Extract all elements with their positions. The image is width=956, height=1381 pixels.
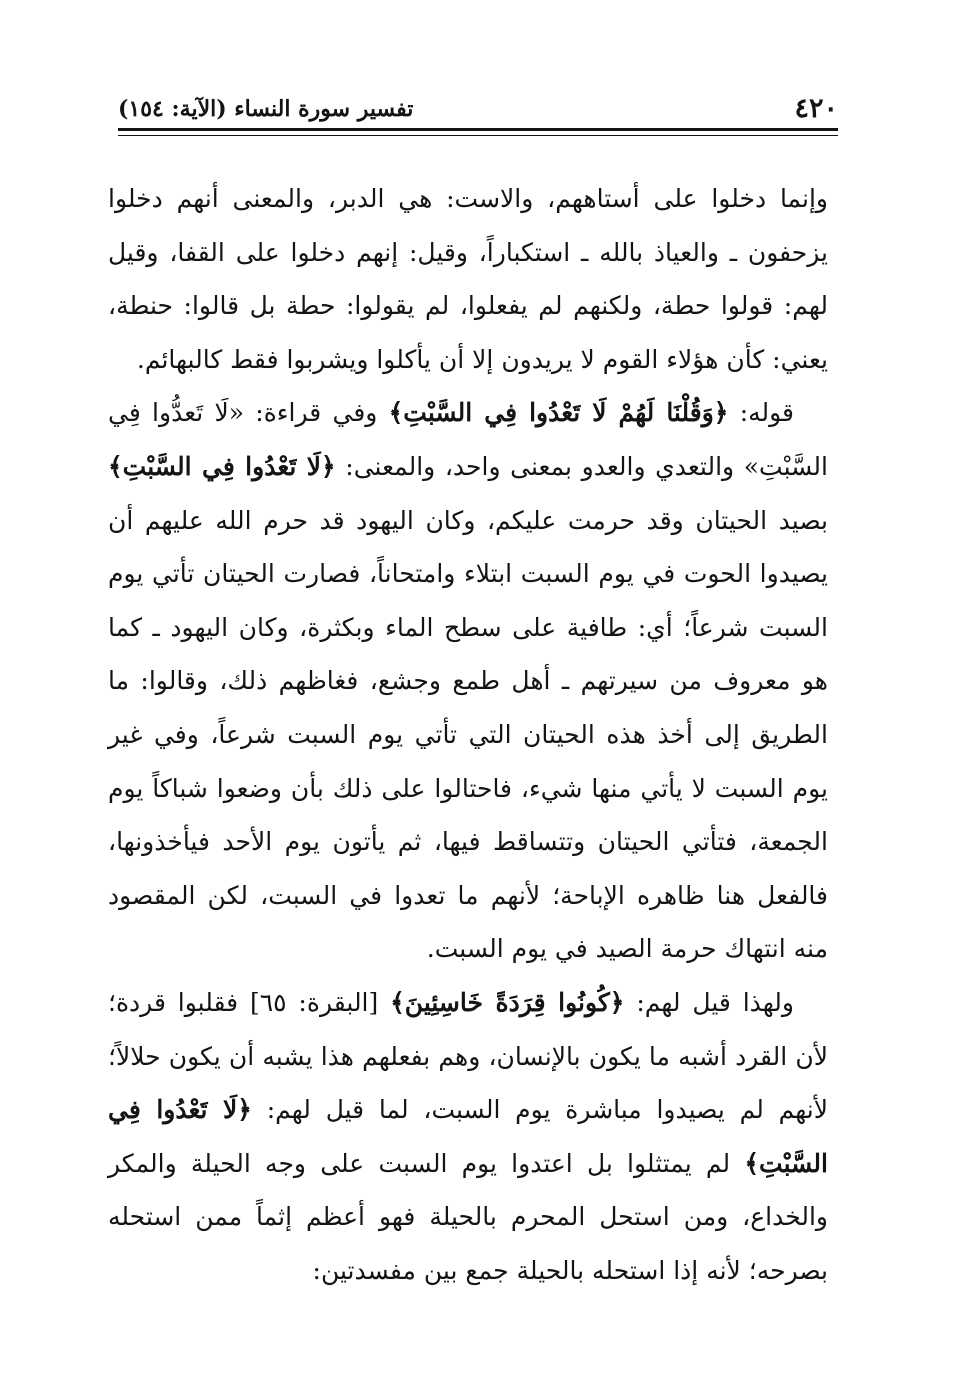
quran-verse-4: ﴿لَا تَعْدُوا فِي السَّبْتِ﴾ (108, 1095, 828, 1178)
paragraph-3-text-c: لم يمتثلوا بل اعتدوا يوم السبت على وجه الحيلة والمكر والخداع، ومن استحل المحرم بالحيلة فهو أعظم إثماً ممن استحله بصرحه؛ لأنه إذا استحله بالحيلة جمع بين مفسدتين: (108, 1148, 828, 1285)
page-header (118, 88, 838, 132)
header-rule-thick (118, 128, 838, 131)
paragraph-3-text-a: ولهذا قيل لهم: (624, 987, 794, 1017)
paragraph-2 (108, 386, 828, 976)
page-number: ٤٢٠ (794, 93, 838, 124)
paragraph-2-text-a: قوله: (728, 398, 795, 428)
paragraph-2-text-c: بصيد الحيتان وقد حرمت عليكم، وكان اليهود قد حرم الله عليهم أن يصيدوا الحوت في يوم السبت ابتلاء وامتحاناً، فصارت الحيتان تأتي يوم السبت شرعاً؛ أي: طافية على سطح الماء وبكثرة، وكان اليهود ـ كما هو معروف من سيرتهم ـ أهل طمع وجشع، فغاظهم ذلك، وقالوا: ما الطريق إلى أخذ هذه الحيتان التي تأتي يوم السبت شرعاً، وفي غير يوم السبت لا يأتي منها شيء، فاحتالوا على ذلك بأن وضعوا شباكاً يوم الجمعة، فتأتي الحيتان وتتساقط فيها، ثم يأتون يوم الأحد فيأخذونها، فالفعل هنا ظاهره الإباحة؛ لأنهم ما تعدوا في السبت، لكن المقصود منه انتهاك حرمة الصيد في يوم السبت. (108, 505, 828, 964)
paragraph-3 (108, 976, 828, 1298)
quran-verse-1: ﴿وَقُلْنَا لَهُمْ لَا تَعْدُوا فِي السَّبْتِ﴾ (388, 398, 729, 428)
body-text (108, 172, 828, 1297)
paragraph-1: وإنما دخلوا على أستاههم، والاست: هي الدبر، والمعنى أنهم دخلوا يزحفون ـ والعياذ بالله ـ استكباراً، وقيل: إنهم دخلوا على القفا، وقيل لهم: قولوا حطة، ولكنهم لم يفعلوا، لم يقولوا: حطة بل قالوا: حنطة، يعني: كأن هؤلاء القوم لا يريدون إلا أن يأكلوا ويشربوا فقط كالبهائم. (108, 184, 828, 374)
running-title: تفسير سورة النساء (الآية: ١٥٤) (118, 96, 414, 122)
paragraph-2-text-b: وفي قراءة: «لَا تَعدُّوا فِي السَّبْتِ» والتعدي والعدو بمعنى واحد، والمعنى: (108, 398, 828, 481)
header-rule-thin (118, 135, 838, 136)
quran-verse-3: ﴿كُونُوا قِرَدَةً خَاسِئِينَ﴾ (390, 987, 625, 1017)
paragraph-3-text-b: [البقرة: ٦٥] فقلبوا قردة؛ لأن القرد أشبه ما يكون بالإنسان، وهم بفعلهم هذا يشبه أن يكون حلالاً؛ لأنهم لم يصيدوا مباشرة يوم السبت، لما قيل لهم: (108, 987, 828, 1125)
quran-verse-2: ﴿لَا تَعْدُوا فِي السَّبْتِ﴾ (108, 451, 336, 481)
